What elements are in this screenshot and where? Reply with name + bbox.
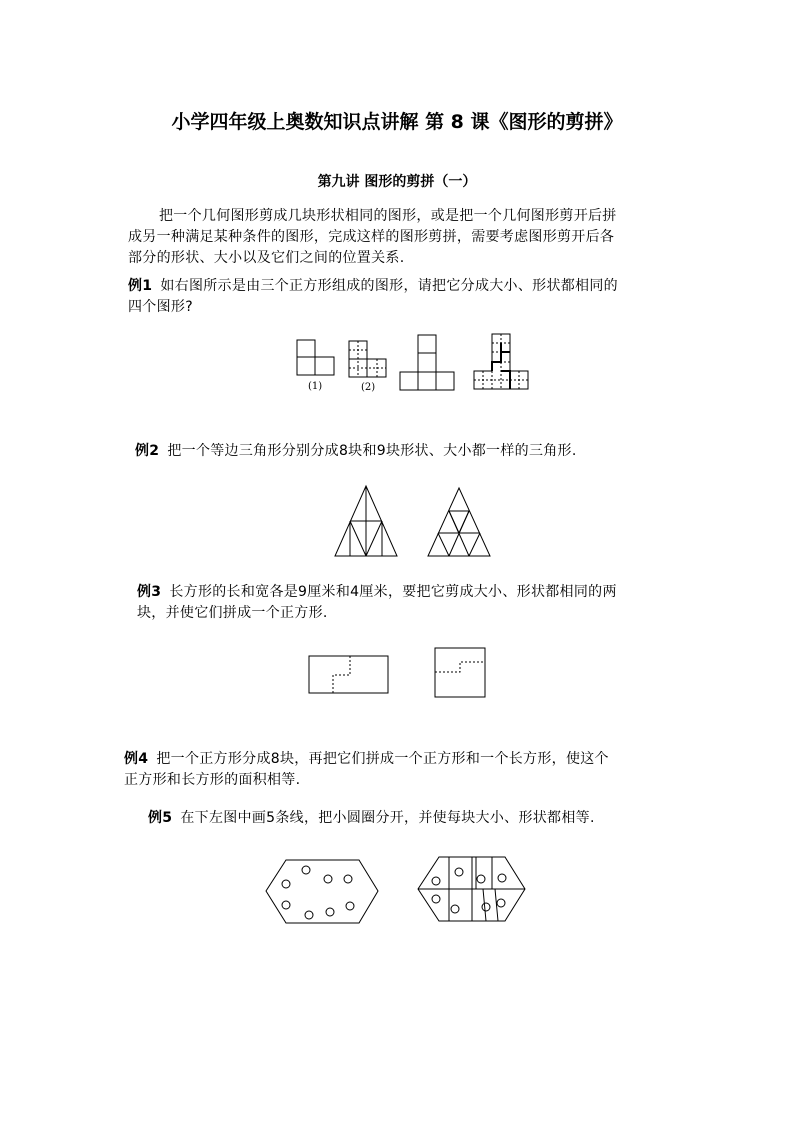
example-text: 如右图所示是由三个正方形组成的图形，请把它分成大小、形状都相同的 xyxy=(160,278,618,294)
example-text: 在下左图中画5条线，把小圆圈分开，并使每块大小、形状都相等. xyxy=(180,810,595,826)
example-label: 例5 xyxy=(148,810,173,826)
page-title: 小学四年级上奥数知识点讲解 第 8 课《图形的剪拼》 xyxy=(171,111,623,133)
example-3-line-2: 块，并使它们拼成一个正方形. xyxy=(137,605,328,621)
intro-line-1: 把一个几何图形剪成几块形状相同的图形，或是把一个几何图形剪开后拼 xyxy=(159,208,617,224)
example-label: 例3 xyxy=(137,584,162,600)
example-text: 长方形的长和宽各是9厘米和4厘米，要把它剪成大小、形状都相同的两 xyxy=(169,584,617,600)
example-text: 把一个等边三角形分别分成8块和9块形状、大小都一样的三角形. xyxy=(167,443,577,459)
example-label: 例2 xyxy=(135,443,160,459)
section-subtitle: 第九讲 图形的剪拼（一） xyxy=(317,174,477,190)
figure-label-1: (1) xyxy=(308,381,323,392)
example-text: 把一个正方形分成8块，再把它们拼成一个正方形和一个长方形，使这个 xyxy=(156,751,609,767)
intro-line-3: 部分的形状、大小以及它们之间的位置关系. xyxy=(128,250,405,266)
example-4-line-2: 正方形和长方形的面积相等. xyxy=(124,772,301,788)
intro-line-2: 成另一种满足某种条件的图形，完成这样的图形剪拼，需要考虑图形剪开后各 xyxy=(128,229,615,245)
figure-label-2: (2) xyxy=(361,382,376,393)
example-1-line-2: 四个图形? xyxy=(128,299,193,315)
example-label: 例4 xyxy=(124,751,149,767)
example-label: 例1 xyxy=(128,278,153,294)
